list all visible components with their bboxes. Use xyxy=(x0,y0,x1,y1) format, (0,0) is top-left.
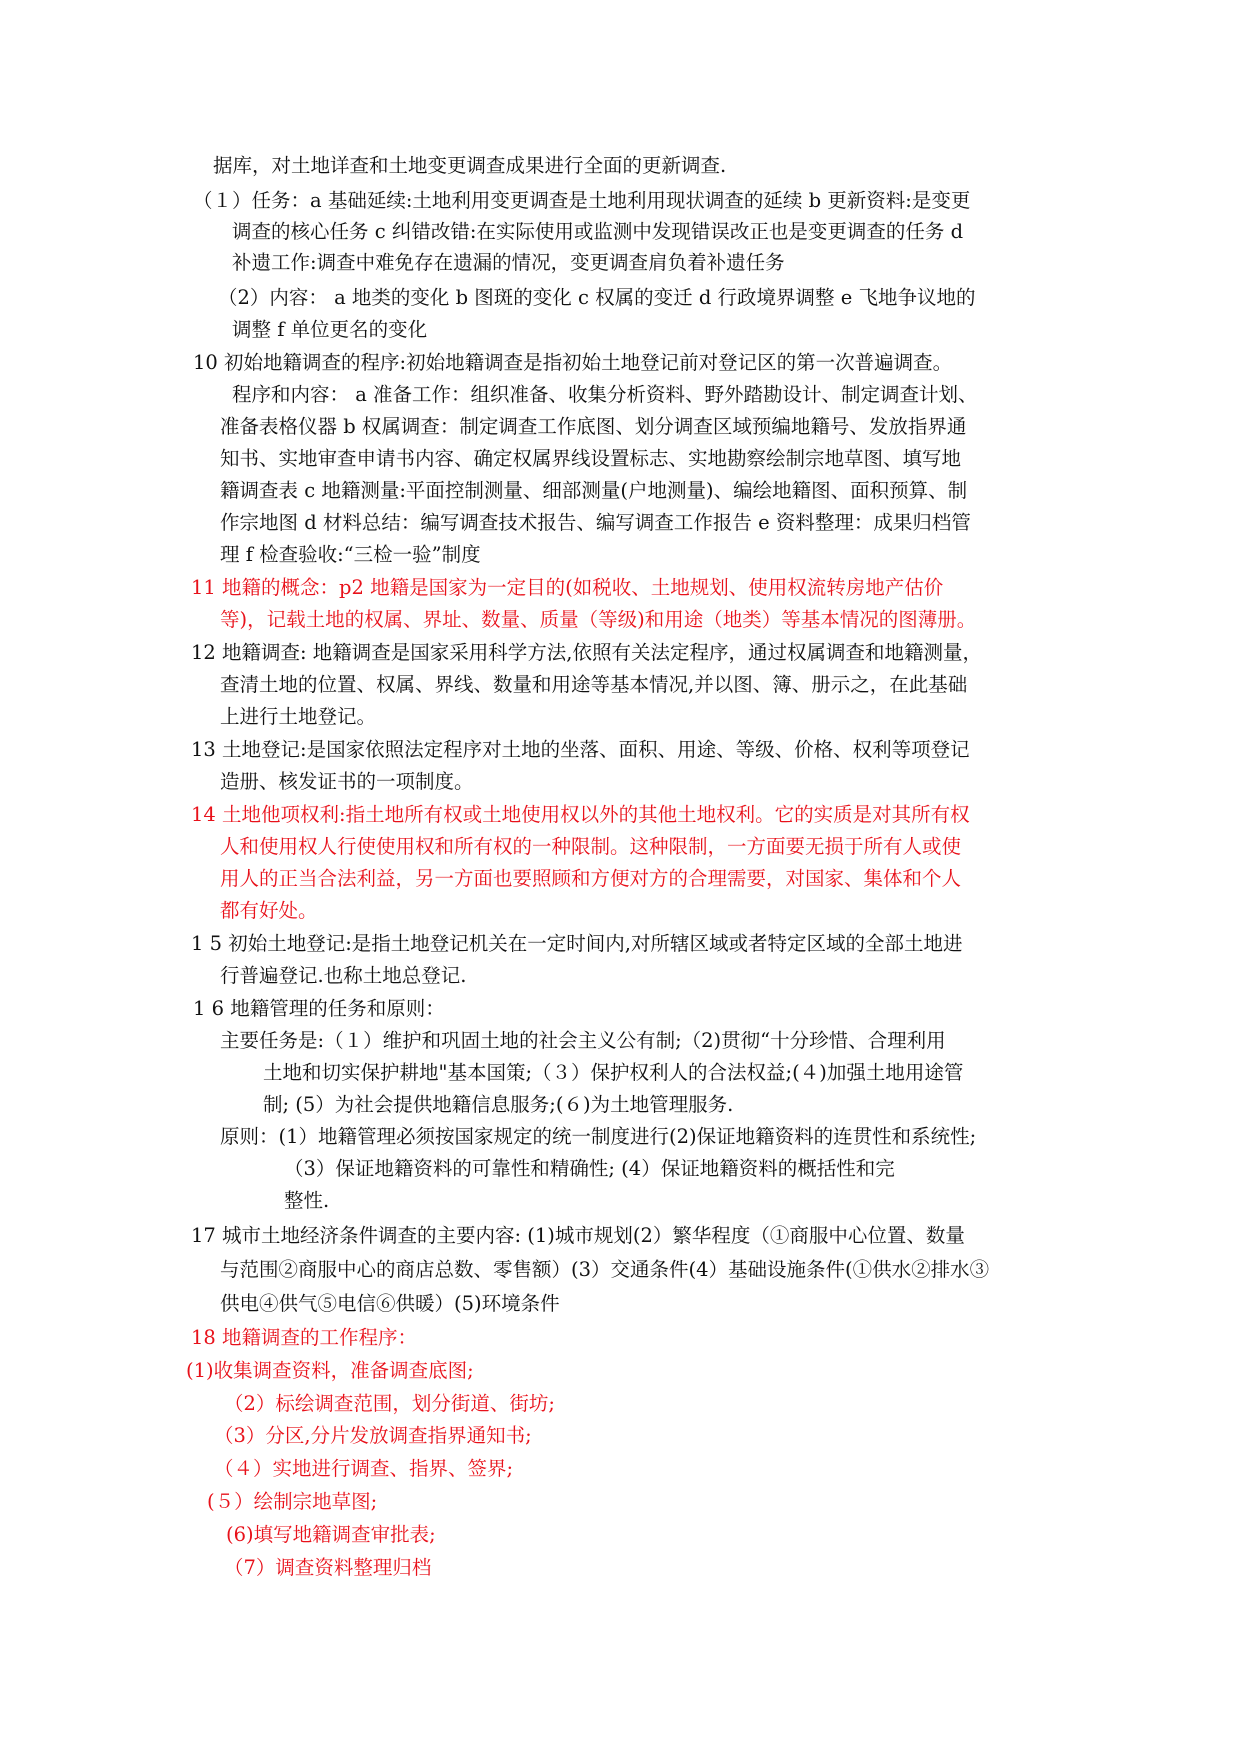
text-line: 1 5 初始土地登记:是指土地登记机关在一定时间内,对所辖区域或者特定区域的全部土地进 xyxy=(191,932,963,955)
highlighted-text-line: (6)填写地籍调查审批表; xyxy=(226,1523,436,1546)
text-line: 调查的核心任务 c 纠错改错:在实际使用或监测中发现错误改正也是变更调查的任务 d xyxy=(232,220,964,243)
highlighted-text-line: (1)收集调查资料，准备调查底图; xyxy=(186,1359,474,1382)
highlighted-text-line: （2）标绘调查范围，划分街道、街坊; xyxy=(224,1392,555,1415)
text-line: 行普遍登记.也称土地总登记. xyxy=(220,964,467,987)
highlighted-text-line: 14 土地他项权利:指土地所有权或土地使用权以外的其他土地权利。它的实质是对其所有权 xyxy=(191,803,970,826)
text-line: （１）任务：a 基础延续:土地利用变更调查是土地利用现状调查的延续 b 更新资料:是变更 xyxy=(193,189,971,212)
highlighted-text-line: 等)，记载土地的权属、界址、数量、质量（等级)和用途（地类）等基本情况的图薄册。 xyxy=(220,608,977,631)
text-line: 土地和切实保护耕地"基本国策;（３）保护权利人的合法权益;(４)加强土地用途管 xyxy=(263,1061,964,1084)
highlighted-text-line: 都有好处。 xyxy=(220,899,318,922)
text-line: 补遗工作:调查中难免存在遗漏的情况，变更调查肩负着补遗任务 xyxy=(232,251,785,274)
text-line: 主要任务是:（１）维护和巩固土地的社会主义公有制;（2)贯彻“十分珍惜、合理利用 xyxy=(220,1029,946,1052)
text-line: 17 城市土地经济条件调查的主要内容: (1)城市规划(2）繁华程度（①商服中心位置、数量 xyxy=(191,1224,965,1247)
text-line: 造册、核发证书的一项制度。 xyxy=(220,770,474,793)
text-line: 知书、实地审查申请书内容、确定权属界线设置标志、实地勘察绘制宗地草图、填写地 xyxy=(220,447,962,470)
text-line: 作宗地图 d 材料总结：编写调查技术报告、编写调查工作报告 e 资料整理：成果归档管 xyxy=(220,511,971,534)
highlighted-text-line: （４）实地进行调查、指界、签界; xyxy=(214,1457,514,1480)
highlighted-text-line: 人和使用权人行使使用权和所有权的一种限制。这种限制，一方面要无损于所有人或使 xyxy=(220,835,962,858)
text-line: 理 f 检查验收:“三检一验”制度 xyxy=(220,543,481,566)
text-line: 查清土地的位置、权属、界线、数量和用途等基本情况,并以图、簿、册示之，在此基础 xyxy=(220,673,968,696)
highlighted-text-line: (５）绘制宗地草图; xyxy=(207,1490,378,1513)
text-line: 原则：(1）地籍管理必须按国家规定的统一制度进行(2)保证地籍资料的连贯性和系统性; xyxy=(220,1125,977,1148)
highlighted-text-line: （7）调查资料整理归档 xyxy=(224,1556,432,1579)
highlighted-text-line: 18 地籍调查的工作程序： xyxy=(191,1326,418,1349)
text-line: （3）保证地籍资料的可靠性和精确性; (4）保证地籍资料的概括性和完 xyxy=(284,1157,895,1180)
text-line: 准备表格仪器 b 权属调查：制定调查工作底图、划分调查区域预编地籍号、发放指界通 xyxy=(220,415,967,438)
text-line: 籍调查表 c 地籍测量:平面控制测量、细部测量(户地测量)、编绘地籍图、面积预算、制 xyxy=(220,479,968,502)
text-line: 整性. xyxy=(284,1189,330,1212)
text-line: 与范围②商服中心的商店总数、零售额）(3）交通条件(4）基础设施条件(①供水②排水③ xyxy=(220,1258,990,1281)
text-line: 程序和内容： a 准备工作：组织准备、收集分析资料、野外踏勘设计、制定调查计划、 xyxy=(232,383,978,406)
text-line: 10 初始地籍调查的程序:初始地籍调查是指初始土地登记前对登记区的第一次普遍调查。 xyxy=(193,351,953,374)
text-line: （2）内容： a 地类的变化 b 图斑的变化 c 权属的变迁 d 行政境界调整 e 飞地争议地的 xyxy=(218,286,976,309)
text-line: 供电④供气⑤电信⑥供暖）(5)环境条件 xyxy=(220,1292,560,1315)
highlighted-text-line: 11 地籍的概念：p2 地籍是国家为一定目的(如税收、土地规划、使用权流转房地产估价 xyxy=(191,576,944,599)
text-line: 12 地籍调查: 地籍调查是国家采用科学方法,依照有关法定程序，通过权属调查和地籍测量， xyxy=(191,641,982,664)
text-line: 13 土地登记:是国家依照法定程序对土地的坐落、面积、用途、等级、价格、权利等项登记 xyxy=(191,738,970,761)
text-line: 1 6 地籍管理的任务和原则： xyxy=(193,997,445,1020)
text-line: 制; (5）为社会提供地籍信息服务;(６)为土地管理服务. xyxy=(263,1093,734,1116)
text-line: 调整 f 单位更名的变化 xyxy=(232,318,428,341)
highlighted-text-line: 用人的正当合法利益，另一方面也要照顾和方便对方的合理需要，对国家、集体和个人 xyxy=(220,867,962,890)
text-line: 据库，对土地详查和土地变更调查成果进行全面的更新调查. xyxy=(213,154,727,177)
text-line: 上进行土地登记。 xyxy=(220,705,377,728)
highlighted-text-line: （3）分区,分片发放调查指界通知书; xyxy=(214,1424,532,1447)
